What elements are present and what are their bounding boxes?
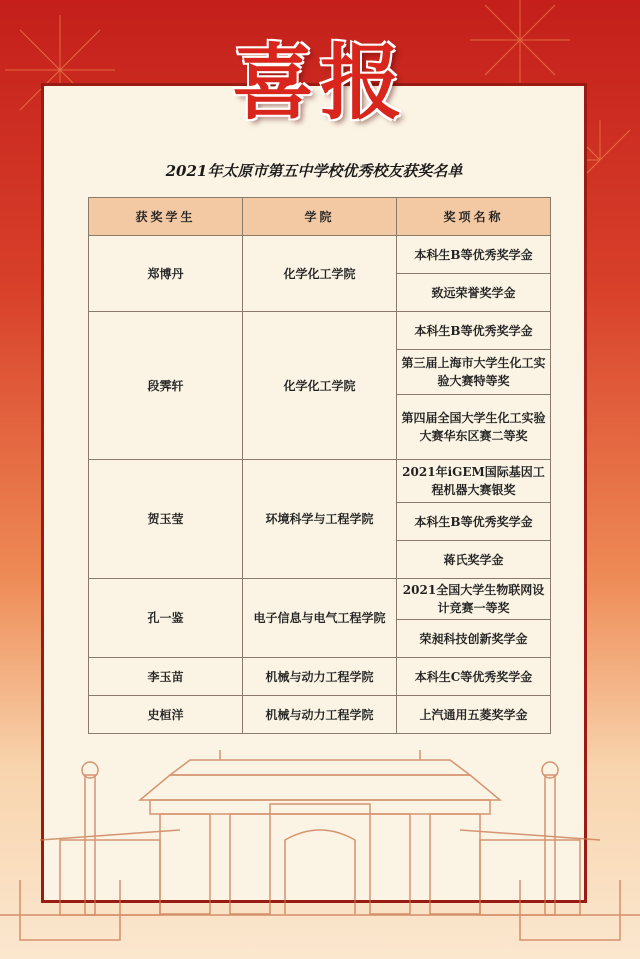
college-name: 电子信息与电气工程学院 (243, 579, 397, 658)
college-name: 环境科学与工程学院 (243, 460, 397, 579)
award-name: 上汽通用五菱奖学金 (397, 696, 551, 734)
table-row (89, 579, 551, 620)
student-name: 李玉苗 (89, 658, 243, 696)
table-header-row (89, 198, 551, 236)
award-name: 本科生B等优秀奖学金 (397, 312, 551, 350)
college-name: 化学化工学院 (243, 312, 397, 460)
college-name: 化学化工学院 (243, 236, 397, 312)
award-table (88, 197, 551, 734)
award-name: 荣昶科技创新奖学金 (397, 620, 551, 658)
student-name: 段霁轩 (89, 312, 243, 460)
award-name: 2021年iGEM国际基因工程机器大赛银奖 (397, 460, 551, 503)
award-name: 第三届上海市大学生化工实验大赛特等奖 (397, 350, 551, 395)
banner-title: 喜报 (231, 35, 408, 131)
list-subtitle: 2021年太原市第五中学校优秀校友获奖名单 (165, 162, 463, 180)
table-row (89, 658, 551, 696)
school-gate-illustration (0, 740, 640, 959)
award-name: 致远荣誉奖学金 (397, 274, 551, 312)
college-name: 机械与动力工程学院 (243, 658, 397, 696)
table-row (89, 460, 551, 503)
student-name: 贺玉莹 (89, 460, 243, 579)
table-row (89, 236, 551, 274)
college-name: 机械与动力工程学院 (243, 696, 397, 734)
award-name: 蒋氏奖学金 (397, 541, 551, 579)
award-name: 本科生B等优秀奖学金 (397, 236, 551, 274)
table-row (89, 696, 551, 734)
table-row (89, 312, 551, 350)
award-name: 本科生B等优秀奖学金 (397, 503, 551, 541)
student-name: 郑博丹 (89, 236, 243, 312)
column-header-college: 学院 (243, 198, 397, 236)
column-header-student: 获奖学生 (89, 198, 243, 236)
award-name: 本科生C等优秀奖学金 (397, 658, 551, 696)
student-name: 孔一鉴 (89, 579, 243, 658)
column-header-award: 奖项名称 (397, 198, 551, 236)
award-name: 2021全国大学生物联网设计竞赛一等奖 (397, 579, 551, 620)
student-name: 史桓洋 (89, 696, 243, 734)
award-name: 第四届全国大学生化工实验大赛华东区赛二等奖 (397, 395, 551, 460)
